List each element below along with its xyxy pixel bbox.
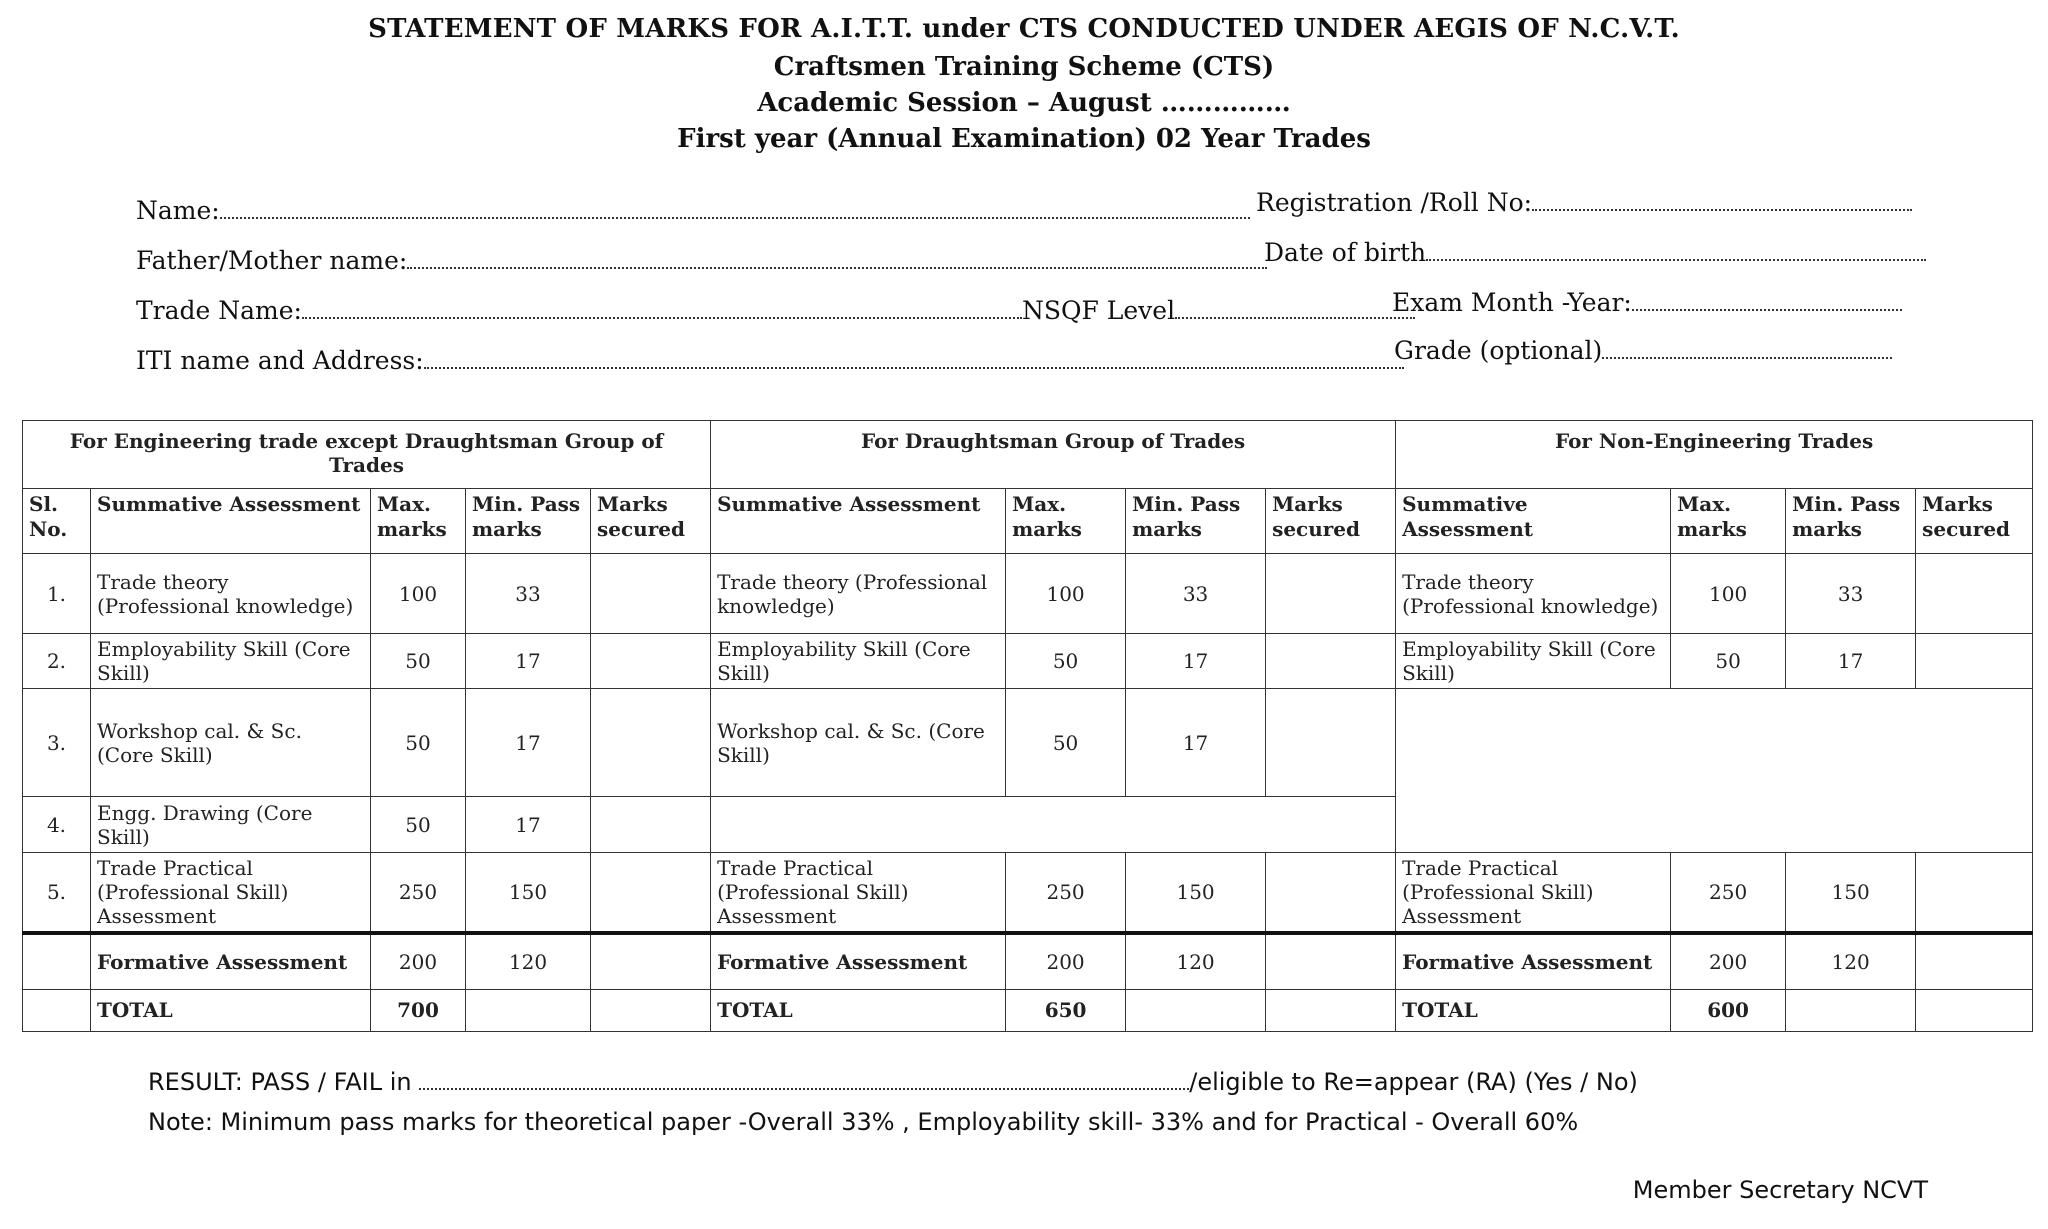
min-cell: 33 (1126, 554, 1266, 634)
result-suffix: /eligible to Re=appear (RA) (Yes / No) (1189, 1068, 1638, 1096)
title-line-4: First year (Annual Examination) 02 Year Trades (677, 124, 1371, 154)
assessment-cell: Trade theory (Professional knowledge) (711, 554, 1006, 634)
max-cell: 50 (371, 634, 466, 689)
max-cell: 50 (1006, 689, 1126, 797)
min-cell: 33 (466, 554, 591, 634)
table-row (23, 853, 2033, 934)
max-cell: 50 (1671, 634, 1786, 689)
secured-cell (591, 554, 711, 634)
secured-cell (1916, 634, 2033, 689)
assessment-cell: Engg. Drawing (Core Skill) (91, 797, 371, 853)
secured-cell (1916, 933, 2033, 989)
result-line (148, 1068, 1638, 1096)
assessment-cell: Trade Practical (Professional Skill) Assessment (91, 853, 371, 934)
max-cell: 50 (1006, 634, 1126, 689)
group-engineering: For Engineering trade except Draughtsman Group of Trades (23, 421, 711, 489)
secured-cell (591, 797, 711, 853)
max-cell: 250 (1671, 853, 1786, 934)
col-secured-dr: Marks secured (1266, 489, 1396, 554)
max-cell: 50 (371, 689, 466, 797)
grade-field (1394, 336, 1892, 365)
iti-label: ITI name and Address: (136, 346, 424, 375)
assessment-cell: Workshop cal. & Sc. (Core Skill) (711, 689, 1006, 797)
assessment-cell: Trade theory (Professional knowledge) (91, 554, 371, 634)
formative-label: Formative Assessment (1396, 933, 1671, 989)
sl-cell: 5. (23, 853, 91, 934)
min-cell: 120 (1126, 933, 1266, 989)
registration-field (1256, 188, 1912, 217)
title-line-3: Academic Session – August …………… (757, 88, 1291, 118)
iti-field (136, 346, 1404, 375)
assessment-cell: Workshop cal. & Sc. (Core Skill) (91, 689, 371, 797)
sl-cell: 4. (23, 797, 91, 853)
formative-label: Formative Assessment (91, 933, 371, 989)
secured-cell (1266, 853, 1396, 934)
total-value: 650 (1006, 989, 1126, 1031)
name-label: Name: (136, 196, 220, 225)
min-cell: 120 (466, 933, 591, 989)
assessment-cell: Employability Skill (Core Skill) (1396, 634, 1671, 689)
empty-cell (1396, 689, 2033, 853)
sl-cell (23, 933, 91, 989)
max-cell: 250 (371, 853, 466, 934)
table-row (23, 689, 2033, 797)
sl-cell (23, 989, 91, 1031)
max-cell: 100 (1671, 554, 1786, 634)
result-label: RESULT: PASS / FAIL in (148, 1068, 412, 1096)
note-text: Note: Minimum pass marks for theoretical paper -Overall 33% , Employability skill- 33% and for Practical - Overall 60% (148, 1108, 1579, 1136)
max-cell: 200 (1671, 933, 1786, 989)
min-cell: 150 (466, 853, 591, 934)
dob-field (1264, 238, 1926, 267)
parent-field (136, 246, 1267, 275)
total-row (23, 989, 2033, 1031)
nsqf-label: NSQF Level (1021, 296, 1176, 325)
secured-cell (1916, 554, 2033, 634)
title-line-1: STATEMENT OF MARKS FOR A.I.T.T. under CTS CONDUCTED UNDER AEGIS OF N.C.V.T. (368, 14, 1680, 44)
parent-label: Father/Mother name: (136, 246, 408, 275)
empty-cell (466, 989, 591, 1031)
max-cell: 100 (371, 554, 466, 634)
min-cell: 17 (1786, 634, 1916, 689)
formative-row (23, 933, 2033, 989)
secured-cell (1266, 933, 1396, 989)
empty-cell (711, 797, 1396, 853)
col-max-dr: Max. marks (1006, 489, 1126, 554)
grade-label: Grade (optional) (1394, 336, 1603, 365)
empty-cell (591, 989, 711, 1031)
exam-month-field (1392, 288, 1902, 317)
secured-cell (1266, 689, 1396, 797)
marks-table (22, 420, 2033, 1032)
min-cell: 17 (1126, 689, 1266, 797)
secured-cell (591, 933, 711, 989)
col-max-eng: Max. marks (371, 489, 466, 554)
col-min-eng: Min. Pass marks (466, 489, 591, 554)
col-min-dr: Min. Pass marks (1126, 489, 1266, 554)
col-assessment-eng: Summative Assessment (91, 489, 371, 554)
total-label: TOTAL (91, 989, 371, 1031)
min-cell: 17 (466, 689, 591, 797)
min-cell: 33 (1786, 554, 1916, 634)
col-assessment-dr: Summative Assessment (711, 489, 1006, 554)
secured-cell (591, 689, 711, 797)
group-draughtsman: For Draughtsman Group of Trades (711, 421, 1396, 489)
secured-cell (591, 853, 711, 934)
min-cell: 150 (1786, 853, 1916, 934)
max-cell: 250 (1006, 853, 1126, 934)
col-min-ne: Min. Pass marks (1786, 489, 1916, 554)
col-max-ne: Max. marks (1671, 489, 1786, 554)
max-cell: 200 (1006, 933, 1126, 989)
sl-cell: 3. (23, 689, 91, 797)
col-sl: Sl. No. (23, 489, 91, 554)
table-row (23, 554, 2033, 634)
assessment-cell: Trade theory (Professional knowledge) (1396, 554, 1671, 634)
formative-label: Formative Assessment (711, 933, 1006, 989)
col-secured-eng: Marks secured (591, 489, 711, 554)
max-cell: 100 (1006, 554, 1126, 634)
assessment-cell: Employability Skill (Core Skill) (91, 634, 371, 689)
signature: Member Secretary NCVT (1632, 1176, 1928, 1204)
trade-label: Trade Name: (136, 296, 302, 325)
dob-label: Date of birth (1264, 238, 1427, 267)
total-value: 700 (371, 989, 466, 1031)
name-field (136, 196, 1250, 225)
min-cell: 120 (1786, 933, 1916, 989)
secured-cell (1266, 554, 1396, 634)
group-non-engineering: For Non-Engineering Trades (1396, 421, 2033, 489)
secured-cell (1266, 634, 1396, 689)
total-label: TOTAL (1396, 989, 1671, 1031)
assessment-cell: Employability Skill (Core Skill) (711, 634, 1006, 689)
min-cell: 17 (466, 634, 591, 689)
secured-cell (1916, 853, 2033, 934)
title-line-2: Craftsmen Training Scheme (CTS) (773, 52, 1275, 82)
total-value: 600 (1671, 989, 1786, 1031)
col-assessment-ne: Summative Assessment (1396, 489, 1671, 554)
min-cell: 17 (466, 797, 591, 853)
empty-cell (1786, 989, 1916, 1031)
min-cell: 17 (1126, 634, 1266, 689)
assessment-cell: Trade Practical (Professional Skill) Assessment (1396, 853, 1671, 934)
empty-cell (1916, 989, 2033, 1031)
empty-cell (1266, 989, 1396, 1031)
exam-month-label: Exam Month -Year: (1392, 288, 1632, 317)
sl-cell: 2. (23, 634, 91, 689)
table-row (23, 634, 2033, 689)
min-cell: 150 (1126, 853, 1266, 934)
total-label: TOTAL (711, 989, 1006, 1031)
assessment-cell: Trade Practical (Professional Skill) Assessment (711, 853, 1006, 934)
max-cell: 50 (371, 797, 466, 853)
trade-field (136, 296, 1415, 325)
secured-cell (591, 634, 711, 689)
col-secured-ne: Marks secured (1916, 489, 2033, 554)
registration-label: Registration /Roll No: (1256, 188, 1533, 217)
max-cell: 200 (371, 933, 466, 989)
sl-cell: 1. (23, 554, 91, 634)
empty-cell (1126, 989, 1266, 1031)
